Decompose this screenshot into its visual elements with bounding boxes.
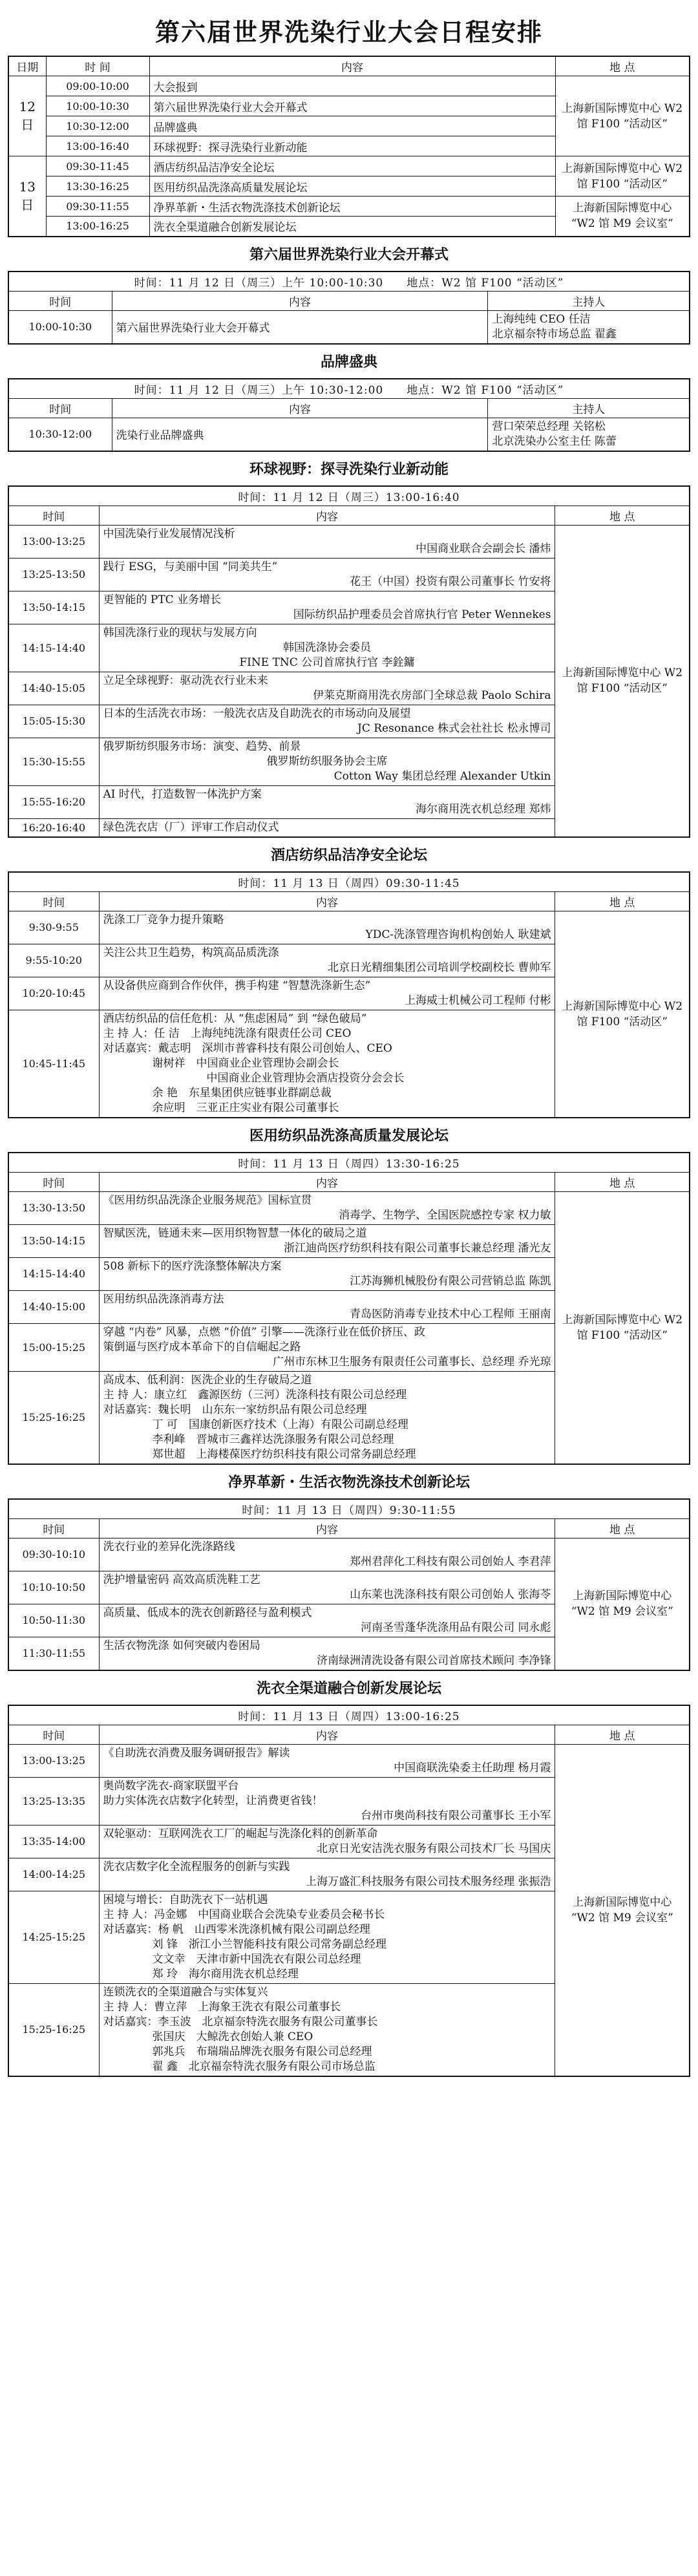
panel-guest: 刘 锋 浙江小兰智能科技有限公司常务副总经理 xyxy=(152,1937,386,1951)
talk-title: 智赋医洗，链通未来—医用织物智慧一体化的破局之道 xyxy=(103,1226,367,1240)
time-cell: 09:30-11:55 xyxy=(46,197,149,217)
panel-guest: 翟 鑫 北京福奈特洗衣服务有限公司市场总监 xyxy=(152,2060,375,2073)
speaker: 台州市奥尚科技有限公司董事长 王小军 xyxy=(361,1809,551,1822)
table-row xyxy=(8,1538,690,1571)
date-cell: 13日 xyxy=(8,156,46,237)
table-header: 地 点 xyxy=(555,506,690,525)
talk-title: 立足全球视野：驱动洗衣行业未来 xyxy=(103,674,268,687)
panel-topic: 困境与增长：自助洗衣下一站机遇 xyxy=(103,1893,268,1906)
time-cell: 13:50-14:15 xyxy=(8,591,99,624)
speaker: Cotton Way 集团总经理 Alexander Utkin xyxy=(333,769,551,783)
overview-table xyxy=(8,56,690,237)
speaker: YDC-洗涤管理咨询机构创始人 耿建斌 xyxy=(365,928,551,941)
time-cell: 10:45-11:45 xyxy=(8,1010,99,1118)
content-cell: 洗衣全渠道融合创新发展论坛 xyxy=(149,217,555,237)
speaker: FINE TNC 公司首席执行官 李銓鏞 xyxy=(239,655,415,669)
talk-title: 《医用纺织品洗涤企业服务规范》国标宣贯 xyxy=(103,1193,312,1207)
time-cell: 10:00-10:30 xyxy=(8,310,112,344)
talk-title: 更智能的 PTC 业务增长 xyxy=(103,593,222,606)
content-cell: 洗染行业品牌盛典 xyxy=(112,418,488,451)
content-cell xyxy=(99,1323,555,1371)
content-cell xyxy=(99,818,555,837)
time-cell: 09:30-11:45 xyxy=(46,156,149,176)
panel-guest: 张国庆 大鲸洗衣创始人兼 CEO xyxy=(152,2030,313,2043)
venue-cell: 上海新国际博览中心 “W2 馆 M9 会议室” xyxy=(555,197,690,237)
content-cell xyxy=(99,1571,555,1604)
table-header: 地 点 xyxy=(555,891,690,911)
content-cell: 品牌盛典 xyxy=(149,116,555,136)
time-cell: 15:30-15:55 xyxy=(8,738,99,785)
table-header-row xyxy=(8,56,690,76)
talk-title: AI 时代，打造数智一体洗护方案 xyxy=(103,787,262,801)
table-row xyxy=(8,156,690,176)
table-header: 地 点 xyxy=(555,1518,690,1538)
speaker: 中国商业联合会副会长 潘炜 xyxy=(416,542,551,555)
time-cell: 13:30-16:25 xyxy=(46,176,149,197)
panel-guest: 对话嘉宾：魏长明 山东东一家纺织品有限公司总经理 xyxy=(103,1403,367,1416)
speaker: 北京日光安洁洗衣服务有限公司技术厂长 马国庆 xyxy=(317,1842,551,1855)
panel-guest: 郑 玲 海尔商用洗衣机总经理 xyxy=(152,1967,299,1981)
section-title-omni: 洗衣全渠道融合创新发展论坛 xyxy=(256,1680,441,1697)
opening-table xyxy=(8,271,690,345)
hotel-table xyxy=(8,871,690,1118)
content-cell xyxy=(99,977,555,1010)
table-row xyxy=(8,310,690,344)
time-cell: 13:00-16:40 xyxy=(46,136,149,156)
time-cell: 16:20-16:40 xyxy=(8,818,99,837)
content-cell xyxy=(99,1224,555,1257)
time-cell: 9:30-9:55 xyxy=(8,911,99,944)
table-header: 主持人 xyxy=(488,291,690,310)
time-cell: 13:00-13:25 xyxy=(8,525,99,558)
time-cell: 10:50-11:30 xyxy=(8,1604,99,1637)
time-cell: 13:30-13:50 xyxy=(8,1191,99,1224)
talk-title: 中国洗染行业发展情况浅析 xyxy=(103,527,235,540)
content-cell xyxy=(99,1538,555,1571)
time-cell: 13:00-16:25 xyxy=(46,217,149,237)
purity-table xyxy=(8,1498,690,1671)
time-cell: 13:35-14:00 xyxy=(8,1825,99,1858)
table-header: 日期 xyxy=(8,56,46,76)
table-row xyxy=(8,525,690,558)
speaker: 广州市东林卫生服务有限责任公司董事长、总经理 乔光琼 xyxy=(273,1355,551,1368)
time-cell: 15:25-16:25 xyxy=(8,1983,99,2076)
content-cell xyxy=(99,1604,555,1637)
content-cell xyxy=(99,1891,555,1983)
content-cell xyxy=(99,1191,555,1224)
section-title-opening: 第六届世界洗染行业大会开幕式 xyxy=(249,246,449,263)
time-cell: 14:40-15:00 xyxy=(8,1290,99,1323)
venue-cell: 上海新国际博览中心 W2 馆 F100 “活动区” xyxy=(555,525,690,837)
speaker: 浙江迪尚医疗纺织科技有限公司董事长兼总经理 潘光友 xyxy=(284,1241,551,1255)
content-cell xyxy=(99,738,555,785)
talk-title: 高质量、低成本的洗衣创新路径与盈利模式 xyxy=(103,1606,312,1619)
content-cell xyxy=(99,672,555,705)
panel-guest: 对话嘉宾：杨 帆 山西零米洗涤机械有限公司副总经理 xyxy=(103,1922,370,1936)
table-header-row xyxy=(8,291,690,310)
panel-topic: 高成本、低利润：医洗企业的生存破局之道 xyxy=(103,1373,312,1387)
content-cell xyxy=(99,525,555,558)
section-title-hotel: 酒店纺织品洁净安全论坛 xyxy=(270,847,427,864)
talk-title: 洗衣行业的差异化洗涤路线 xyxy=(103,1540,235,1553)
speaker: 上海万盛汇科技服务有限公司技术服务经理 张振浩 xyxy=(306,1875,551,1888)
section-info: 时间：11 月 13 日（周四）09:30-11:45 xyxy=(8,872,690,892)
table-header: 地 点 xyxy=(555,1172,690,1191)
content-cell: 医用纺织品洗涤高质量发展论坛 xyxy=(149,176,555,197)
content-cell xyxy=(99,1858,555,1891)
talk-title: 韩国洗涤行业的现状与发展方向 xyxy=(103,626,257,639)
section-info: 时间：11 月 13 日（周四）9:30-11:55 xyxy=(8,1499,690,1519)
table-header: 内容 xyxy=(149,56,555,76)
speaker: 青岛医防消毒专业技术中心工程师 王丽南 xyxy=(350,1307,551,1321)
venue-cell: 上海新国际博览中心 W2 馆 F100 “活动区” xyxy=(555,156,690,197)
venue-cell: 上海新国际博览中心 W2 馆 F100 “活动区” xyxy=(555,76,690,156)
talk-title: 关注公共卫生趋势，构筑高品质洗涤 xyxy=(103,946,279,959)
venue-cell: 上海新国际博览中心 “W2 馆 M9 会议室” xyxy=(555,1744,690,2076)
time-cell: 11:30-11:55 xyxy=(8,1637,99,1670)
page-title: 第六届世界洗染行业大会日程安排 xyxy=(154,18,543,47)
section-title-brand: 品牌盛典 xyxy=(320,354,377,370)
talk-title: 生活衣物洗涤 如何突破内卷困局 xyxy=(103,1639,260,1652)
talk-title: 绿色洗衣店（厂）评审工作启动仪式 xyxy=(103,820,279,834)
time-cell: 15:55-16:20 xyxy=(8,785,99,818)
talk-title: 双轮驱动：互联网洗衣工厂的崛起与洗涤化料的创新革命 xyxy=(103,1827,378,1840)
panel-topic: 连锁洗衣的全渠道融合与实体复兴 xyxy=(103,1985,268,1999)
talk-title: 《自助洗衣消费及服务调研报告》解读 xyxy=(103,1746,290,1760)
time-cell: 09:00-10:00 xyxy=(46,76,149,96)
content-cell xyxy=(99,1777,555,1825)
panel-guest: 文文幸 天津市新中国洗衣有限公司总经理 xyxy=(152,1952,361,1966)
content-cell xyxy=(99,1744,555,1777)
omni-table xyxy=(8,1705,690,2077)
section-info: 时间：11 月 12 日（周三）上午 10:00-10:30 地点：W2 馆 F100 “活动区” xyxy=(8,271,690,292)
speaker: 韩国洗涤协会委员 xyxy=(282,641,371,654)
table-header: 内容 xyxy=(112,291,488,310)
table-header: 内容 xyxy=(99,1725,555,1744)
talk-title: 508 新标下的医疗洗涤整体解决方案 xyxy=(103,1259,282,1273)
talk-title: 洗衣店数字化全流程服务的创新与实践 xyxy=(103,1860,290,1873)
date-cell: 12日 xyxy=(8,76,46,156)
time-cell: 10:30-12:00 xyxy=(8,418,112,451)
panel-guest: 郭兆兵 布瑞瑞品牌洗衣服务有限公司总经理 xyxy=(152,2045,372,2058)
content-cell xyxy=(99,1637,555,1670)
table-header: 时间 xyxy=(8,891,99,911)
table-header: 内容 xyxy=(99,1518,555,1538)
panel-guest: 对话嘉宾：李玉波 北京福奈特洗衣服务有限公司董事长 xyxy=(103,2015,378,2028)
talk-title: 策倒逼与医疗成本革命下的自信崛起之路 xyxy=(103,1340,301,1354)
time-cell: 13:50-14:15 xyxy=(8,1224,99,1257)
talk-title: 奥尚数字洗衣-商家联盟平台 xyxy=(103,1779,239,1793)
panel-guest: 谢树祥 中国商业企业管理协会副会长 xyxy=(152,1056,339,1070)
time-cell: 13:00-13:25 xyxy=(8,1744,99,1777)
panel-topic: 酒店纺织品的信任危机：从 “焦虑困局” 到 “绿色破局” xyxy=(103,1012,367,1025)
time-cell: 14:40-15:05 xyxy=(8,672,99,705)
speaker: 济南绿洲清洗设备有限公司首席技术顾问 李净锋 xyxy=(317,1654,551,1667)
time-cell: 15:05-15:30 xyxy=(8,705,99,738)
time-cell: 9:55-10:20 xyxy=(8,944,99,977)
section-title-purity: 净界革新・生活衣物洗涤技术创新论坛 xyxy=(227,1474,470,1491)
venue-cell: 上海新国际博览中心 W2 馆 F100 “活动区” xyxy=(555,1191,690,1464)
table-header: 地 点 xyxy=(555,56,690,76)
venue-cell: 上海新国际博览中心 “W2 馆 M9 会议室” xyxy=(555,1538,690,1670)
panel-guest: 余 艳 东星集团供应链事业群副总裁 xyxy=(152,1086,332,1100)
talk-title: 洗护增量密码 高效高质洗鞋工艺 xyxy=(103,1573,260,1586)
time-cell: 15:00-15:25 xyxy=(8,1323,99,1371)
time-cell: 14:15-14:40 xyxy=(8,1257,99,1290)
talk-title: 洗涤工厂竞争力提升策略 xyxy=(103,913,224,926)
time-cell: 10:00-10:30 xyxy=(46,96,149,116)
table-header: 内容 xyxy=(99,506,555,525)
venue-cell: 上海新国际博览中心 W2 馆 F100 “活动区” xyxy=(555,911,690,1118)
speaker: 国际纺织品护理委员会首席执行官 Peter Wennekes xyxy=(293,608,551,621)
content-cell xyxy=(99,1257,555,1290)
section-info: 时间：11 月 13 日（周四）13:30-16:25 xyxy=(8,1153,690,1173)
content-cell xyxy=(99,705,555,738)
time-cell: 15:25-16:25 xyxy=(8,1371,99,1464)
talk-title: 俄罗斯纺织服务市场：演变、趋势、前景 xyxy=(103,740,301,753)
table-header: 时间 xyxy=(8,506,99,525)
panel-guest: 余应明 三亚正庄实业有限公司董事长 xyxy=(152,1101,339,1114)
content-cell: 环球视野：探寻洗染行业新动能 xyxy=(149,136,555,156)
speaker: 郑州君萍化工科技有限公司创始人 李君萍 xyxy=(350,1555,551,1568)
speaker: 俄罗斯纺织服务协会主席 xyxy=(266,754,388,768)
table-row xyxy=(8,418,690,451)
panel-guest: 中国商业企业管理协会酒店投资分会会长 xyxy=(206,1071,405,1085)
time-cell: 10:20-10:45 xyxy=(8,977,99,1010)
time-cell: 14:25-15:25 xyxy=(8,1891,99,1983)
table-header: 时间 xyxy=(8,1518,99,1538)
time-cell: 14:00-14:25 xyxy=(8,1858,99,1891)
brand-table xyxy=(8,378,690,452)
content-cell xyxy=(99,944,555,977)
talk-title: 从设备供应商到合作伙伴，携手构建 “智慧洗涤新生态” xyxy=(103,979,371,992)
table-row xyxy=(8,1744,690,1777)
talk-title: 助力实体洗衣店数字化转型，让消费更省钱！ xyxy=(103,1794,323,1807)
table-header-row xyxy=(8,891,690,911)
table-header-row xyxy=(8,398,690,418)
speaker: 中国商联洗染委主任助理 杨月霞 xyxy=(394,1761,551,1774)
section-info: 时间：11 月 13 日（周四）13:00-16:25 xyxy=(8,1705,690,1725)
time-cell: 10:10-10:50 xyxy=(8,1571,99,1604)
content-cell xyxy=(99,785,555,818)
panel-guest: 郑世超 上海楼葆医疗纺织科技有限公司常务副总经理 xyxy=(152,1447,416,1461)
talk-title: 践行 ESG，与美丽中国 “同美共生” xyxy=(103,560,278,573)
speaker: 花王（中国）投资有限公司董事长 竹安将 xyxy=(350,575,551,588)
table-header-row xyxy=(8,1518,690,1538)
table-row xyxy=(8,197,690,217)
content-cell xyxy=(99,1010,555,1118)
content-cell xyxy=(99,911,555,944)
panel-host: 主 持 人：康立红 鑫源医纺（三河）洗涤科技有限公司总经理 xyxy=(103,1388,407,1401)
content-cell: 第六届世界洗染行业大会开幕式 xyxy=(149,96,555,116)
talk-title: 医用纺织品洗涤消毒方法 xyxy=(103,1292,224,1306)
speaker: 北京日光精细集团公司培训学校副校长 曹帅军 xyxy=(328,961,551,974)
panel-guest: 李利峰 晋城市三鑫祥达洗涤服务有限公司总经理 xyxy=(152,1432,394,1446)
content-cell xyxy=(99,1825,555,1858)
content-cell: 净界革新・生活衣物洗涤技术创新论坛 xyxy=(149,197,555,217)
time-cell: 10:30-12:00 xyxy=(46,116,149,136)
global-table xyxy=(8,485,690,838)
section-info: 时间：11 月 12 日（周三）13:00-16:40 xyxy=(8,486,690,506)
table-header: 时间 xyxy=(8,291,112,310)
host-cell xyxy=(488,310,690,344)
table-header: 时间 xyxy=(8,1172,99,1191)
table-header: 内容 xyxy=(112,398,488,418)
speaker: 河南圣雪蓬华洗涤用品有限公司 同永彪 xyxy=(361,1621,551,1634)
content-cell xyxy=(99,591,555,624)
panel-host: 主 持 人：冯金娜 中国商业联合会洗染专业委员会秘书长 xyxy=(103,1908,385,1921)
speaker: 海尔商用洗衣机总经理 郑炜 xyxy=(416,802,551,816)
section-info: 时间：11 月 12 日（周三）上午 10:30-12:00 地点：W2 馆 F100 “活动区” xyxy=(8,379,690,399)
content-cell xyxy=(99,1983,555,2076)
table-header-row xyxy=(8,1172,690,1191)
table-row xyxy=(8,1191,690,1224)
speaker: 消毒学、生物学、全国医院感控专家 权力敏 xyxy=(339,1208,551,1222)
content-cell xyxy=(99,558,555,591)
panel-guest: 对话嘉宾：戴志明 深圳市普睿科技有限公司创始人、CEO xyxy=(103,1041,392,1055)
panel-guest: 丁 可 国康创新医疗技术（上海）有限公司副总经理 xyxy=(152,1418,408,1431)
table-header: 时 间 xyxy=(46,56,149,76)
table-header: 地 点 xyxy=(555,1725,690,1744)
medical-table xyxy=(8,1152,690,1465)
table-header: 主持人 xyxy=(488,398,690,418)
time-cell: 14:15-14:40 xyxy=(8,624,99,672)
content-cell: 第六届世界洗染行业大会开幕式 xyxy=(112,310,488,344)
talk-title: 日本的生活洗衣市场：一般洗衣店及自助洗衣的市场动向及展望 xyxy=(103,707,411,720)
table-header-row xyxy=(8,506,690,525)
table-header: 内容 xyxy=(99,1172,555,1191)
content-cell: 酒店纺织品洁净安全论坛 xyxy=(149,156,555,176)
content-cell: 大会报到 xyxy=(149,76,555,96)
speaker: 山东莱也洗涤科技有限公司创始人 张海苓 xyxy=(350,1588,551,1601)
host-name: 营口荣荣总经理 关铭松 xyxy=(492,420,606,433)
table-header: 内容 xyxy=(99,891,555,911)
time-cell: 09:30-10:10 xyxy=(8,1538,99,1571)
table-row xyxy=(8,911,690,944)
time-cell: 13:25-13:35 xyxy=(8,1777,99,1825)
content-cell xyxy=(99,624,555,672)
table-header: 时间 xyxy=(8,1725,99,1744)
host-name: 北京洗染办公室主任 陈蕾 xyxy=(492,434,617,448)
talk-title: 穿越 “内卷” 风暴，点燃 “价值” 引擎——洗涤行业在低价挤压、政 xyxy=(103,1325,425,1339)
content-cell xyxy=(99,1371,555,1464)
host-name: 上海纯纯 CEO 任洁 xyxy=(492,312,591,326)
host-cell xyxy=(488,418,690,451)
table-row xyxy=(8,76,690,96)
panel-host: 主 持 人：曹立萍 上海象王洗衣有限公司董事长 xyxy=(103,2000,341,2014)
host-name: 北京福奈特市场总监 翟鑫 xyxy=(492,327,617,341)
panel-host: 主 持 人：任 洁 上海纯纯洗涤有限责任公司 CEO xyxy=(103,1027,352,1040)
table-header-row xyxy=(8,1725,690,1744)
section-title-medical: 医用纺织品洗涤高质量发展论坛 xyxy=(249,1127,449,1144)
speaker: JC Resonance 株式会社社长 松永博司 xyxy=(357,721,551,735)
content-cell xyxy=(99,1290,555,1323)
time-cell: 13:25-13:50 xyxy=(8,558,99,591)
section-title-global: 环球视野：探寻洗染行业新动能 xyxy=(249,461,449,478)
speaker: 伊莱克斯商用洗衣房部门全球总裁 Paolo Schira xyxy=(313,688,551,702)
speaker: 江苏海狮机械股份有限公司营销总监 陈凯 xyxy=(350,1274,551,1288)
table-header: 时间 xyxy=(8,398,112,418)
speaker: 上海威士机械公司工程师 付彬 xyxy=(405,994,551,1007)
